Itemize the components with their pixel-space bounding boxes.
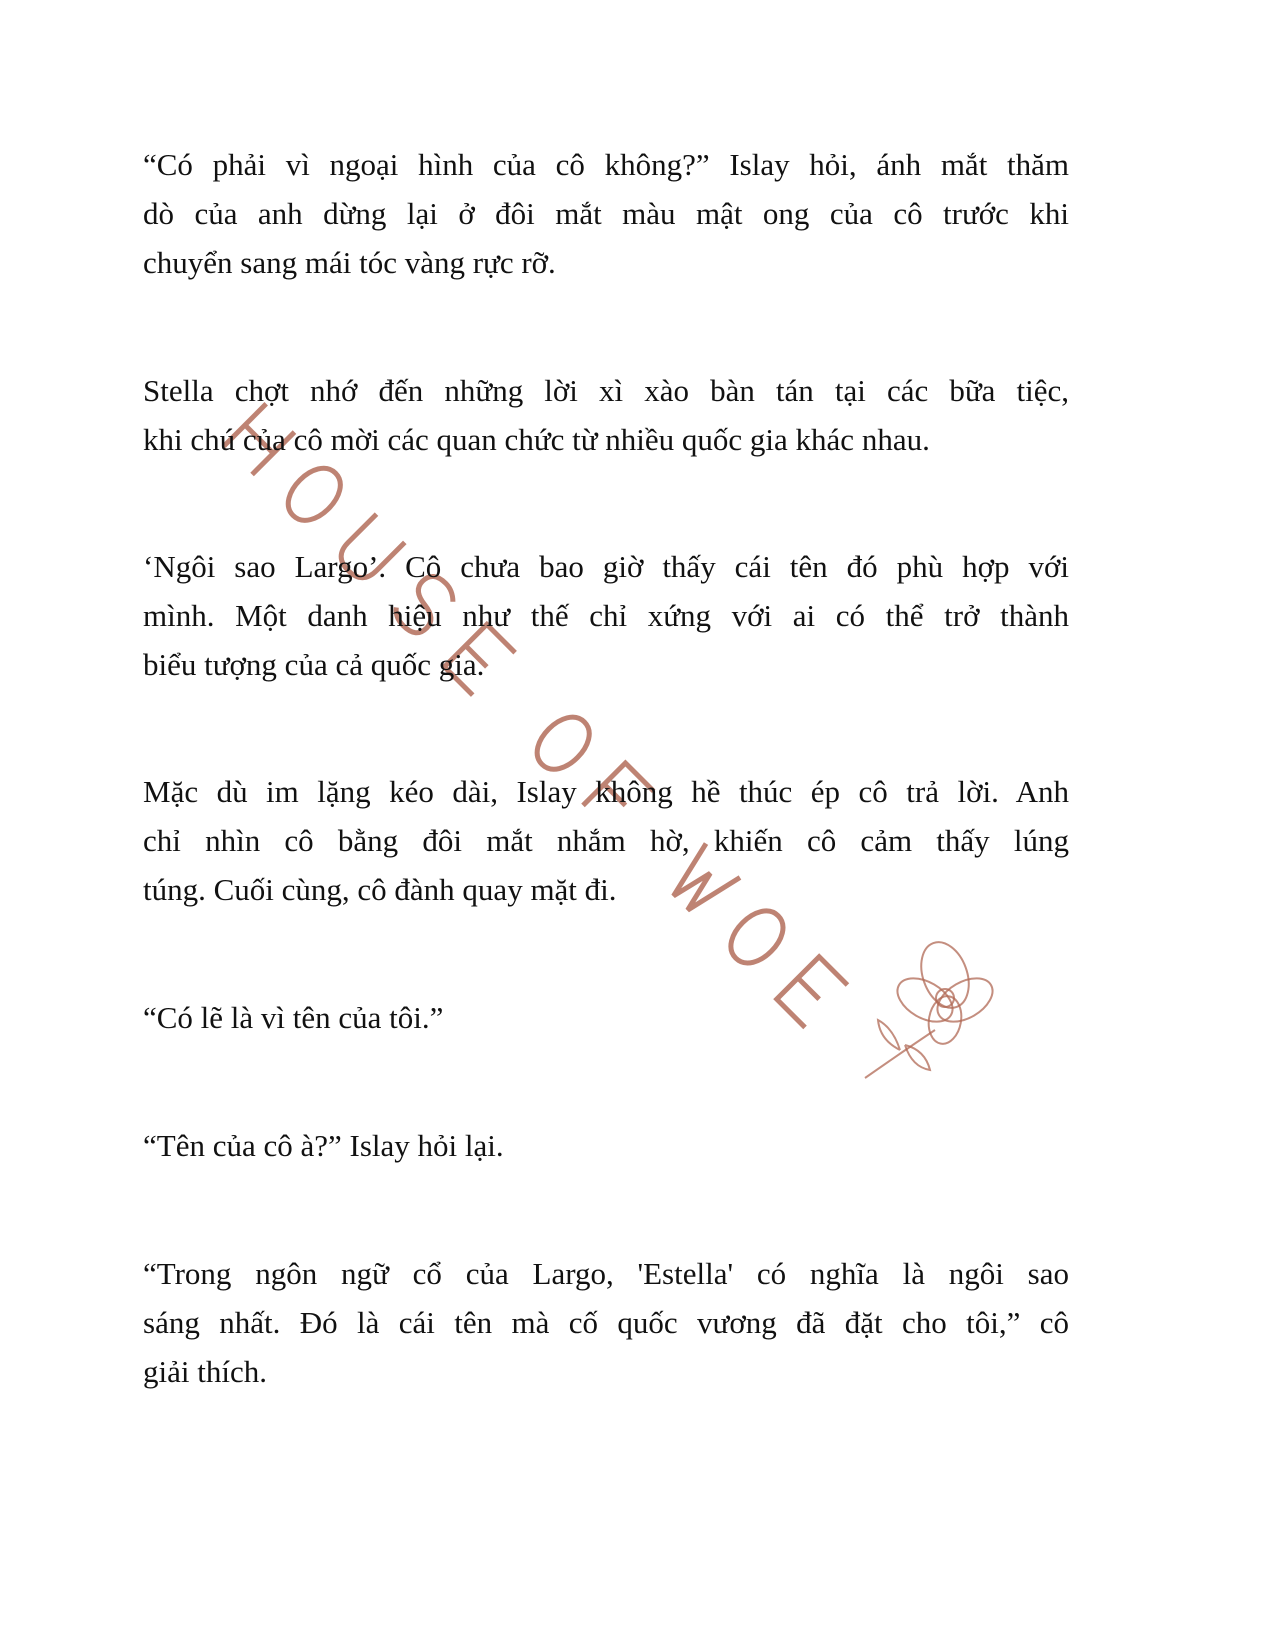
text-line: “Có lẽ là vì tên của tôi.” [143, 1000, 444, 1035]
text-line: “Trong ngôn ngữ cổ của Largo, 'Estella' có nghĩa là ngôi sao [143, 1256, 1069, 1291]
paragraph [143, 767, 1069, 914]
text-line: Mặc dù im lặng kéo dài, Islay không hề thúc ép cô trả lời. Anh [143, 774, 1069, 809]
text-line: biểu tượng của cả quốc gia. [143, 647, 485, 682]
paragraph [143, 366, 1069, 464]
text-line: khi chú của cô mời các quan chức từ nhiều quốc gia khác nhau. [143, 422, 930, 457]
text-line: chuyển sang mái tóc vàng rực rỡ. [143, 245, 556, 280]
text-line: sáng nhất. Đó là cái tên mà cố quốc vương đã đặt cho tôi,” cô [143, 1305, 1069, 1340]
text-line: “Có phải vì ngoại hình của cô không?” Islay hỏi, ánh mắt thăm [143, 147, 1069, 182]
text-line: giải thích. [143, 1354, 267, 1389]
text-line: mình. Một danh hiệu như thế chỉ xứng với ai có thể trở thành [143, 598, 1069, 633]
watermark-lettering [224, 404, 848, 1028]
text-line: túng. Cuối cùng, cô đành quay mặt đi. [143, 872, 617, 907]
watermark-glyph [279, 459, 350, 530]
paragraph [143, 542, 1069, 689]
paragraph [143, 993, 1069, 1042]
paragraph [143, 1121, 1069, 1170]
text-line: ‘Ngôi sao Largo’. Cô chưa bao giờ thấy cái tên đó phù hợp với [143, 549, 1069, 584]
text-line: chỉ nhìn cô bằng đôi mắt nhắm hờ, khiến cô cảm thấy lúng [143, 823, 1069, 858]
paragraph [143, 140, 1069, 287]
text-line: Stella chợt nhớ đến những lời xì xào bàn tán tại các bữa tiệc, [143, 373, 1069, 408]
paragraph [143, 1249, 1069, 1396]
text-line: “Tên của cô à?” Islay hỏi lại. [143, 1128, 504, 1163]
text-line: dò của anh dừng lại ở đôi mắt màu mật ong của cô trước khi [143, 196, 1069, 231]
